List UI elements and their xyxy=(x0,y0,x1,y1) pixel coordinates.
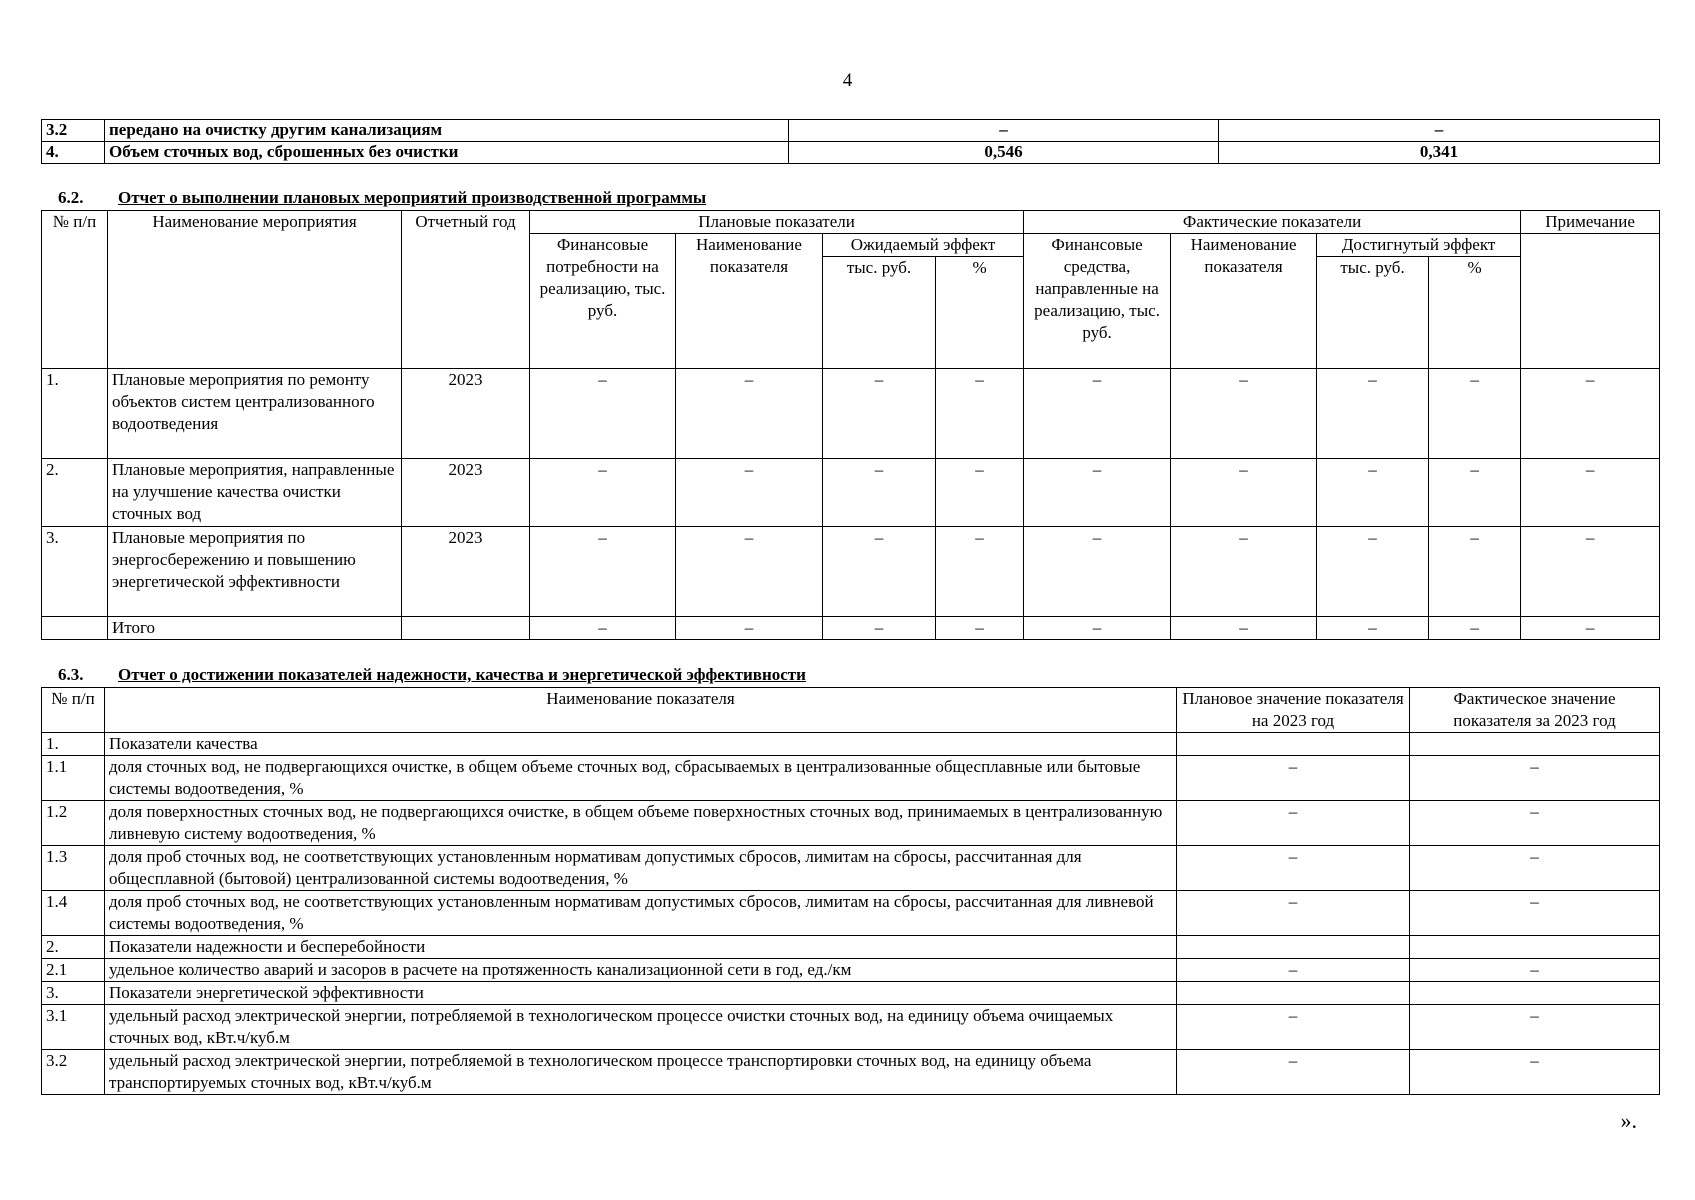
row-cell: – xyxy=(1024,617,1171,640)
table-row xyxy=(42,801,1660,846)
col-header-name: Наименование мероприятия xyxy=(108,211,402,369)
row-plan xyxy=(1177,936,1410,959)
row-number: 3.1 xyxy=(42,1005,105,1050)
row-name: Плановые мероприятия, направленные на улучшение качества очистки сточных вод xyxy=(108,459,402,527)
row-cell: – xyxy=(1024,369,1171,459)
row-cell: – xyxy=(1521,617,1660,640)
row-cell: – xyxy=(1429,527,1521,617)
row-cell: – xyxy=(676,617,823,640)
page-number: 4 xyxy=(842,70,853,91)
col-header-pct-fact: % xyxy=(1429,257,1521,369)
col-header-fact: Фактическое значение показателя за 2023 год xyxy=(1410,688,1660,733)
row-cell: – xyxy=(1024,527,1171,617)
table-row xyxy=(42,891,1660,936)
header-row xyxy=(42,211,1660,234)
row-value-2: – xyxy=(1219,120,1660,142)
col-header-name: Наименование показателя xyxy=(105,688,1177,733)
table-row xyxy=(42,846,1660,891)
table-row xyxy=(42,1005,1660,1050)
row-value-1: 0,546 xyxy=(789,142,1219,164)
table-row xyxy=(42,142,1660,164)
row-plan xyxy=(1177,982,1410,1005)
row-number: 1. xyxy=(42,369,108,459)
col-header-ind-name-fact: Наименование показателя xyxy=(1171,234,1317,369)
row-fact xyxy=(1410,982,1660,1005)
table-row xyxy=(42,120,1660,142)
table-row xyxy=(42,369,1660,459)
col-header-plan: Плановое значение показателя на 2023 год xyxy=(1177,688,1410,733)
row-fact xyxy=(1410,936,1660,959)
row-plan xyxy=(1177,733,1410,756)
row-cell: – xyxy=(1171,527,1317,617)
row-name: Плановые мероприятия по энергосбережению и повышению энергетической эффективности xyxy=(108,527,402,617)
row-cell: – xyxy=(1521,369,1660,459)
col-header-note-empty xyxy=(1521,234,1660,369)
row-cell: – xyxy=(530,459,676,527)
row-name: удельный расход электрической энергии, потребляемой в технологическом процессе очистки сточных вод, на единицу объема очищаемых сточных вод, кВт.ч/куб.м xyxy=(105,1005,1177,1050)
row-number: 3.2 xyxy=(42,1050,105,1095)
row-cell: – xyxy=(823,459,936,527)
top-continuation-table xyxy=(41,119,1660,164)
row-number: 3.2 xyxy=(42,120,105,142)
table-row xyxy=(42,936,1660,959)
row-cell: – xyxy=(530,369,676,459)
row-name: доля поверхностных сточных вод, не подвергающихся очистке, в общем объеме поверхностных сточных вод, принимаемых в централизованную ливневую систему водоотведения, % xyxy=(105,801,1177,846)
row-name: Объем сточных вод, сброшенных без очистки xyxy=(105,142,789,164)
row-number: 1.2 xyxy=(42,801,105,846)
row-fact: – xyxy=(1410,1005,1660,1050)
row-plan: – xyxy=(1177,1005,1410,1050)
planned-activities-table xyxy=(41,210,1660,640)
row-cell: – xyxy=(1429,617,1521,640)
col-header-num: № п/п xyxy=(42,211,108,369)
col-header-num: № п/п xyxy=(42,688,105,733)
col-header-fin-need: Финансовые потребности на реализацию, тыс. руб. xyxy=(530,234,676,369)
col-header-actual: Фактические показатели xyxy=(1024,211,1521,234)
row-number xyxy=(42,617,108,640)
col-header-fin-means: Финансовые средства, направленные на реализацию, тыс. руб. xyxy=(1024,234,1171,369)
col-header-year: Отчетный год xyxy=(402,211,530,369)
row-plan: – xyxy=(1177,846,1410,891)
section-heading: Отчет о достижении показателей надежности, качества и энергетической эффективности xyxy=(118,665,806,684)
row-number: 3. xyxy=(42,527,108,617)
row-cell: – xyxy=(1521,459,1660,527)
row-plan: – xyxy=(1177,959,1410,982)
section-number: 6.3. xyxy=(58,665,84,684)
row-cell: – xyxy=(936,617,1024,640)
row-fact: – xyxy=(1410,959,1660,982)
row-plan: – xyxy=(1177,756,1410,801)
row-fact: – xyxy=(1410,756,1660,801)
section-63-title xyxy=(58,665,806,685)
row-cell: – xyxy=(676,527,823,617)
row-fact xyxy=(1410,733,1660,756)
row-name: удельный расход электрической энергии, потребляемой в технологическом процессе транспортировки сточных вод, на единицу объема транспортируемых сточных вод, кВт.ч/куб.м xyxy=(105,1050,1177,1095)
indicators-table xyxy=(41,687,1660,1095)
row-cell: – xyxy=(676,369,823,459)
row-name: доля сточных вод, не подвергающихся очистке, в общем объеме сточных вод, сбрасываемых в централизованные общесплавные или бытовые системы водоотведения, % xyxy=(105,756,1177,801)
row-name: Плановые мероприятия по ремонту объектов систем централизованного водоотведения xyxy=(108,369,402,459)
row-cell: – xyxy=(1024,459,1171,527)
col-header-pct-plan: % xyxy=(936,257,1024,369)
row-name: передано на очистку другим канализациям xyxy=(105,120,789,142)
table-row xyxy=(42,527,1660,617)
section-heading: Отчет о выполнении плановых мероприятий производственной программы xyxy=(118,188,707,207)
row-plan: – xyxy=(1177,801,1410,846)
row-cell: – xyxy=(1521,527,1660,617)
table-row xyxy=(42,459,1660,527)
closing-quote-mark: ». xyxy=(1620,1108,1637,1133)
table-row xyxy=(42,1050,1660,1095)
row-cell: – xyxy=(1429,459,1521,527)
row-year: 2023 xyxy=(402,459,530,527)
col-header-thous-rub-fact: тыс. руб. xyxy=(1317,257,1429,369)
row-cell: – xyxy=(1171,369,1317,459)
col-header-ind-name-plan: Наименование показателя xyxy=(676,234,823,369)
row-year: 2023 xyxy=(402,369,530,459)
row-cell: – xyxy=(1429,369,1521,459)
row-number: 1. xyxy=(42,733,105,756)
row-name: Показатели энергетической эффективности xyxy=(105,982,1177,1005)
row-cell: – xyxy=(676,459,823,527)
row-cell: – xyxy=(530,617,676,640)
table-row xyxy=(42,733,1660,756)
header-row xyxy=(42,688,1660,733)
table-row-total xyxy=(42,617,1660,640)
row-cell: – xyxy=(823,369,936,459)
row-cell: – xyxy=(530,527,676,617)
row-cell: – xyxy=(936,459,1024,527)
row-name: удельное количество аварий и засоров в расчете на протяженность канализационной сети в год, ед./км xyxy=(105,959,1177,982)
row-cell: – xyxy=(936,527,1024,617)
row-number: 1.4 xyxy=(42,891,105,936)
row-number: 2. xyxy=(42,936,105,959)
row-cell: – xyxy=(1317,459,1429,527)
table-row xyxy=(42,982,1660,1005)
section-62-title xyxy=(58,188,706,208)
row-cell: – xyxy=(823,527,936,617)
row-name: доля проб сточных вод, не соответствующих установленным нормативам допустимых сбросов, лимитам на сбросы, рассчитанная для общесплавной (бытовой) централизованной системы водоотведения, % xyxy=(105,846,1177,891)
col-header-planned: Плановые показатели xyxy=(530,211,1024,234)
col-header-thous-rub-plan: тыс. руб. xyxy=(823,257,936,369)
row-cell: – xyxy=(1171,617,1317,640)
row-cell: – xyxy=(823,617,936,640)
row-number: 2.1 xyxy=(42,959,105,982)
row-cell: – xyxy=(936,369,1024,459)
row-plan: – xyxy=(1177,891,1410,936)
row-fact: – xyxy=(1410,801,1660,846)
col-header-expected-effect: Ожидаемый эффект xyxy=(823,234,1024,257)
row-number: 1.1 xyxy=(42,756,105,801)
row-name: Итого xyxy=(108,617,402,640)
row-cell: – xyxy=(1171,459,1317,527)
row-cell: – xyxy=(1317,527,1429,617)
row-year: 2023 xyxy=(402,527,530,617)
row-name: Показатели качества xyxy=(105,733,1177,756)
row-value-2: 0,341 xyxy=(1219,142,1660,164)
row-number: 1.3 xyxy=(42,846,105,891)
row-fact: – xyxy=(1410,846,1660,891)
row-name: Показатели надежности и бесперебойности xyxy=(105,936,1177,959)
row-number: 4. xyxy=(42,142,105,164)
row-number: 2. xyxy=(42,459,108,527)
row-cell: – xyxy=(1317,369,1429,459)
table-row xyxy=(42,756,1660,801)
row-value-1: – xyxy=(789,120,1219,142)
col-header-note: Примечание xyxy=(1521,211,1660,234)
row-fact: – xyxy=(1410,1050,1660,1095)
row-name: доля проб сточных вод, не соответствующих установленным нормативам допустимых сбросов, лимитам на сбросы, рассчитанная для ливневой системы водоотведения, % xyxy=(105,891,1177,936)
col-header-achieved-effect: Достигнутый эффект xyxy=(1317,234,1521,257)
row-fact: – xyxy=(1410,891,1660,936)
row-cell: – xyxy=(1317,617,1429,640)
row-number: 3. xyxy=(42,982,105,1005)
row-year xyxy=(402,617,530,640)
table-row xyxy=(42,959,1660,982)
section-number: 6.2. xyxy=(58,188,84,207)
row-plan: – xyxy=(1177,1050,1410,1095)
